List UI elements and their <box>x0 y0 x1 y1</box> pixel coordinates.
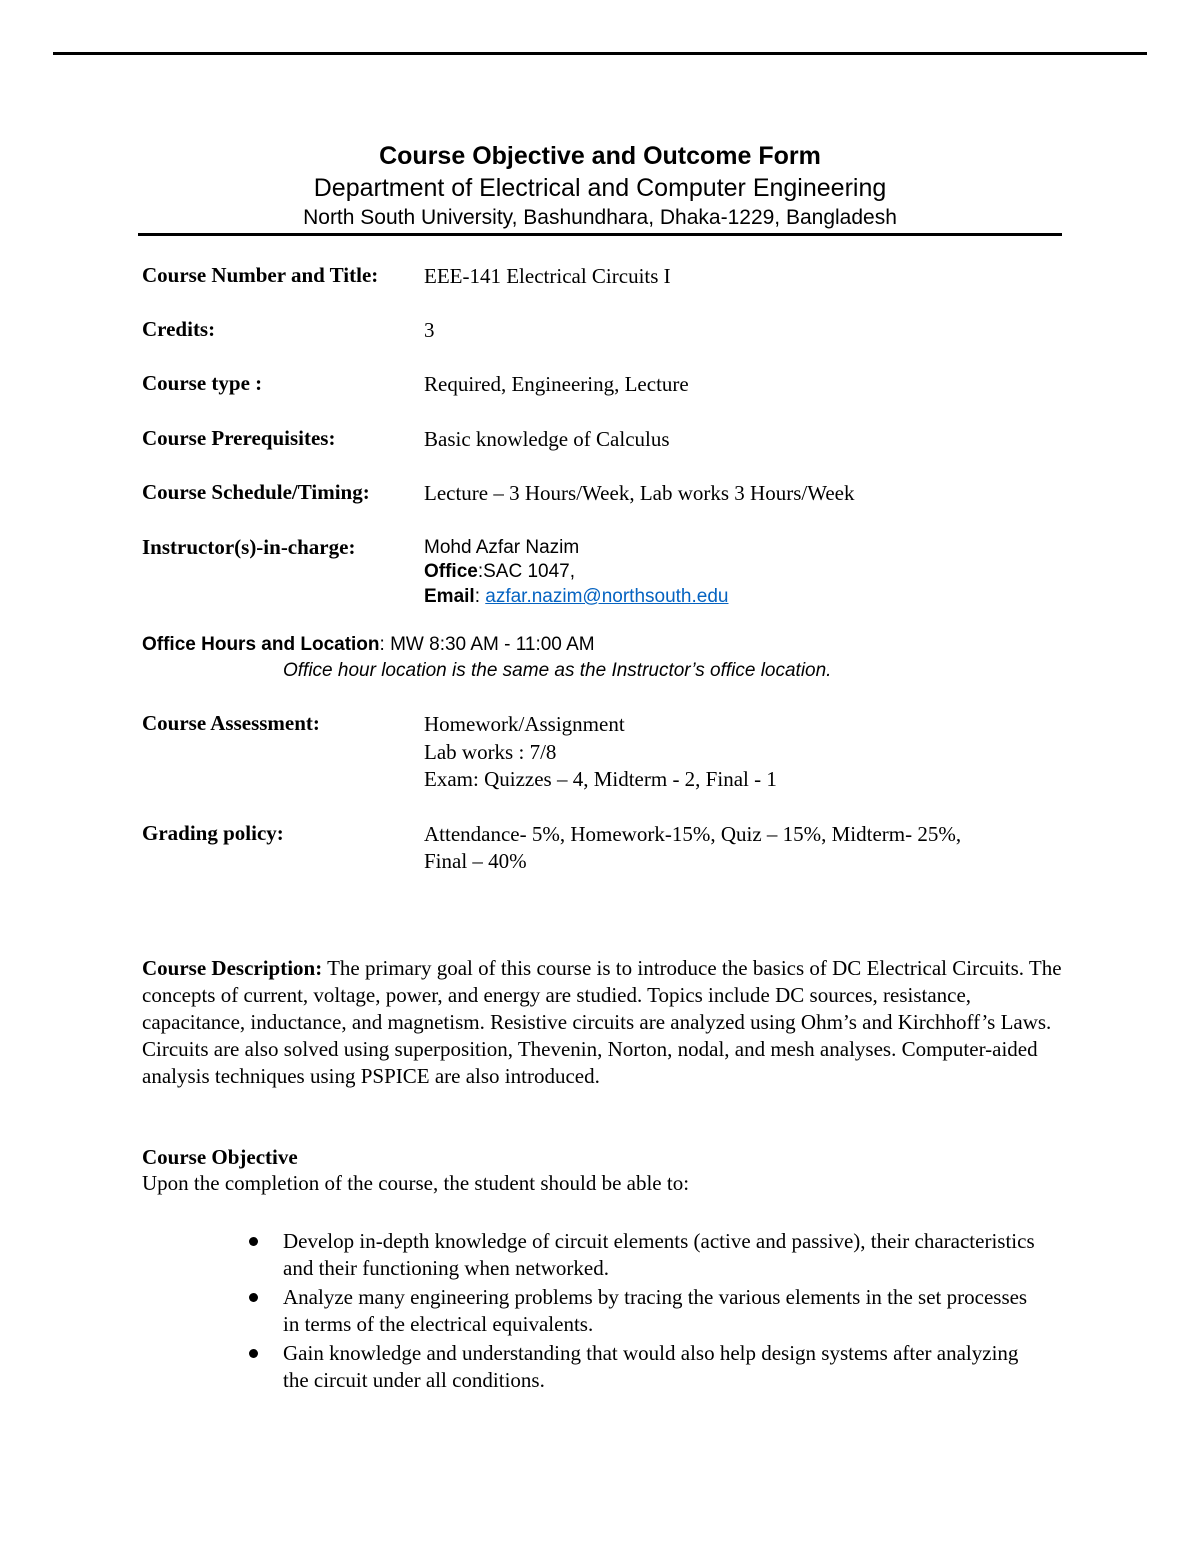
course-type-value: Required, Engineering, Lecture <box>424 372 689 396</box>
prerequisites-label: Course Prerequisites: <box>142 426 336 450</box>
credits-value: 3 <box>424 318 435 342</box>
assessment-line: Lab works : 7/8 <box>424 740 557 764</box>
top-rule <box>53 52 1147 55</box>
assessment-line: Exam: Quizzes – 4, Midterm - 2, Final - 1 <box>424 767 777 791</box>
grading-line: Final – 40% <box>424 849 527 873</box>
schedule-value: Lecture – 3 Hours/Week, Lab works 3 Hours/Week <box>424 481 855 505</box>
objective-text: Analyze many engineering problems by tracing the various elements in the set processes in terms of the electrical equivalents. <box>283 1285 1028 1336</box>
grading-line: Attendance- 5%, Homework-15%, Quiz – 15%, Midterm- 25%, <box>424 822 962 846</box>
objective-heading: Course Objective <box>142 1145 298 1169</box>
list-item <box>245 1340 1045 1394</box>
bullet-icon <box>249 1349 258 1358</box>
grading-label: Grading policy: <box>142 821 284 845</box>
office-label: Office <box>424 561 478 582</box>
office-value: :SAC 1047, <box>477 561 576 582</box>
office-hours <box>142 634 595 656</box>
assessment-line: Homework/Assignment <box>424 712 625 736</box>
course-description <box>142 955 1072 1090</box>
description-text: The primary goal of this course is to introduce the basics of DC Electrical Circuits. The concepts of current, voltage, power, and energy are studied. Topics include DC sources, resistance, capacitance, inductance, and magnetism. Resistive circuits are analyzed using Ohm’s and Kirchhoff’s Laws. Circuits are also solved using superposition, Thevenin, Norton, nodal, and mesh analyses. Computer-aided analysis techniques using PSPICE are also introduced. <box>142 956 1062 1088</box>
header-rule <box>138 233 1062 236</box>
instructor-label: Instructor(s)-in-charge: <box>142 535 356 559</box>
instructor-name: Mohd Azfar Nazim <box>424 537 580 558</box>
course-type-label: Course type : <box>142 371 263 395</box>
objective-list <box>245 1228 1045 1396</box>
department-name: Department of Electrical and Computer Engineering <box>313 174 887 202</box>
office-hours-value: : MW 8:30 AM - 11:00 AM <box>379 634 595 655</box>
list-item <box>245 1284 1045 1338</box>
description-label: Course Description: <box>142 956 323 980</box>
bullet-icon <box>249 1237 258 1246</box>
objective-intro: Upon the completion of the course, the student should be able to: <box>142 1171 690 1195</box>
schedule-label: Course Schedule/Timing: <box>142 480 370 504</box>
email-label: Email <box>424 586 475 607</box>
course-number-value: EEE-141 Electrical Circuits I <box>424 264 671 288</box>
objective-text: Develop in-depth knowledge of circuit elements (active and passive), their characteristics and their functioning when networked. <box>283 1229 1035 1280</box>
office-hours-label: Office Hours and Location <box>142 634 380 655</box>
prerequisites-value: Basic knowledge of Calculus <box>424 427 670 451</box>
office-hours-note: Office hour location is the same as the Instructor’s office location. <box>283 660 832 681</box>
email-link[interactable]: azfar.nazim@northsouth.edu <box>485 586 729 607</box>
assessment-label: Course Assessment: <box>142 711 320 735</box>
email-separator: : <box>474 586 486 607</box>
list-item <box>245 1228 1045 1282</box>
credits-label: Credits: <box>142 317 216 341</box>
bullet-icon <box>249 1293 258 1302</box>
course-number-label: Course Number and Title: <box>142 263 379 287</box>
instructor-email <box>424 584 728 609</box>
objective-text: Gain knowledge and understanding that would also help design systems after analyzing the circuit under all conditions. <box>283 1341 1019 1392</box>
instructor-office <box>424 559 575 584</box>
university-address: North South University, Bashundhara, Dhaka-1229, Bangladesh <box>303 206 897 229</box>
form-title: Course Objective and Outcome Form <box>379 142 821 170</box>
